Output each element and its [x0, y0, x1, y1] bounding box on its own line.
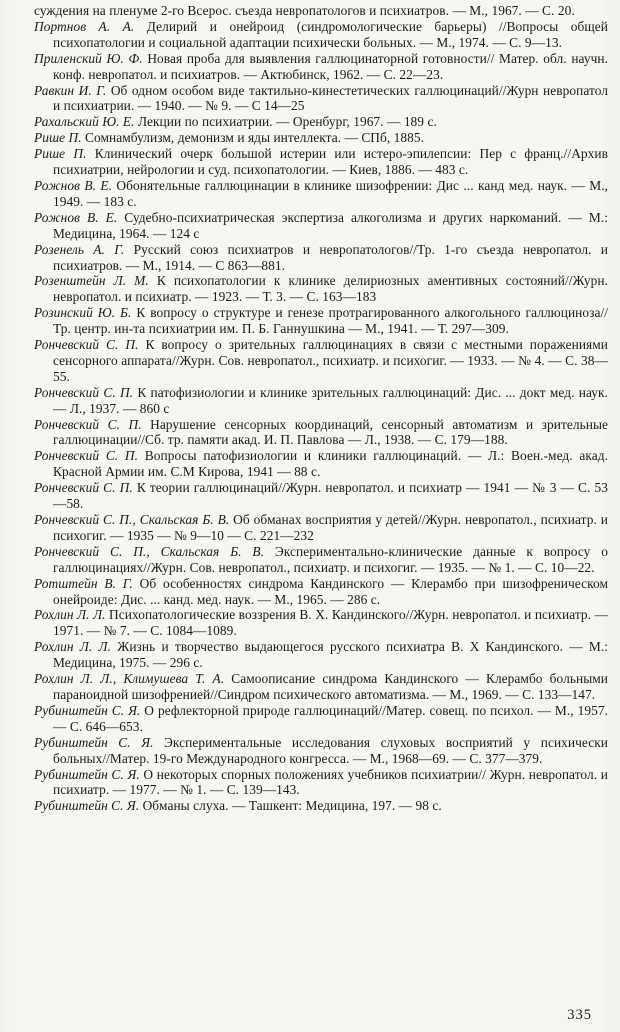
- bibliography-entry: [34, 735, 608, 767]
- bibliography-entry: [34, 242, 608, 274]
- bibliography-entry: [34, 417, 608, 449]
- entry-author: Рубинштейн С. Я.: [34, 798, 143, 814]
- bibliography-list: [34, 3, 608, 814]
- bibliography-entry: [34, 639, 608, 671]
- entry-text: Клинический очерк большой истерии или истеро-эпилепсии: Пер с франц.//Архив психиатрии, нейрологии и суд. психопатологии. — Киев, 1886. — 483 с.: [53, 146, 608, 178]
- entry-text: Экспериментальные исследования слуховых восприятий у психически больных//Матер. 19-го Международного конгресса. — М., 1968—69. — С. 377—379.: [53, 734, 608, 766]
- bibliography-entry: [34, 337, 608, 385]
- entry-text: Обонятельные галлюцинации в клинике шизофрении: Дис ... канд мед. наук. — М., 1949. — 183 с.: [53, 177, 608, 209]
- page-number: 335: [567, 1007, 592, 1024]
- entry-text: Судебно-психиатрическая экспертиза алкоголизма и других наркоманий. — М.: Медицина, 1964. — 124 с: [53, 209, 608, 241]
- bibliography-entry: [34, 3, 608, 19]
- entry-author: Рише П.: [34, 146, 95, 162]
- entry-text: Об обманах восприятия у детей//Журн. невропатол., психиатр. и психогиг. — 1935 — № 9—10 — С. 221—232: [53, 512, 608, 543]
- bibliography-entry: [34, 607, 608, 639]
- entry-author: Равкин И. Г.: [34, 82, 111, 98]
- entry-text: Об особенностях синдрома Кандинского — Клерамбо при шизофреническом онейроиде: Дис. ... канд. мед. наук. — М., 1965. — 286 с.: [53, 575, 609, 607]
- entry-author: Рохлин Л. Л., Климушева Т. А.: [34, 671, 232, 687]
- bibliography-entry: [34, 83, 608, 115]
- entry-author: Розинский Ю. Б.: [34, 305, 137, 321]
- bibliography-entry: [34, 273, 608, 305]
- entry-text: К патофизиологии и клинике зрительных галлюцинаций: Дис. ... докт мед. наук. — Л., 1937. — 860 с: [53, 384, 608, 416]
- entry-text: Нарушение сенсорных координаций, сенсорный автоматизм и зрительные галлюцинации//Сб. тр. памяти акад. И. П. Павлова — Л., 1938. — С. 179—188.: [53, 416, 609, 448]
- entry-author: Рахальский Ю. Е.: [34, 114, 138, 130]
- entry-text: Самоописание синдрома Кандинского — Клерамбо больными параноидной шизофренией//Синдром психического автоматизма. — М., 1969. — С. 133—147.: [53, 671, 608, 702]
- entry-author: Рончевский С. П.: [34, 480, 137, 496]
- bibliography-entry: [34, 703, 608, 735]
- entry-author: Рубинштейн С. Я.: [34, 766, 144, 782]
- entry-author: Розенштейн Л. М.: [34, 273, 157, 289]
- entry-author: Рончевский С. П.: [34, 384, 138, 400]
- entry-text: О рефлекторной природе галлюцинаций//Матер. совещ. по психол. — М., 1957. — С. 646—653.: [53, 702, 608, 734]
- entry-text: Об одном особом виде тактильно-кинестетических галлюцинаций//Журн невропатол и психиатрии. — 1940. — № 9. — С 14—25: [53, 82, 609, 114]
- bibliography-entry: [34, 210, 608, 242]
- bibliography-entry: [34, 114, 608, 130]
- entry-text: Новая проба для выявления галлюцинаторной готовности// Матер. обл. научн. конф. невропатол. и психиатров. — Актюбинск, 1962. — С. 22—23.: [53, 50, 608, 82]
- bibliography-entry: [34, 480, 608, 512]
- entry-text: К психопатологии к клинике делириозных аментивных состояний//Журн. невропатол. и психиатр. — 1923. — Т. 3. — С. 163—183: [53, 273, 608, 305]
- entry-text: К вопросу о структуре и генезе протрагированного алкогольного галлюциноза//Тр. центр. ин-та психиатрии им. П. Б. Ганнушкина — М., 1941. — Т. 297—309.: [53, 305, 608, 337]
- bibliography-entry: [34, 448, 608, 480]
- bibliography-entry: [34, 544, 608, 576]
- entry-author: Рожнов В. Е.: [34, 177, 117, 193]
- entry-author: Портнов А. А.: [34, 18, 147, 34]
- entry-text: Вопросы патофизиологии и клиники галлюцинаций. — Л.: Воен.-мед. акад. Красной Армии им. С.М Кирова, 1941 — 88 с.: [53, 448, 608, 480]
- entry-author: Рубинштейн С. Я.: [34, 734, 165, 750]
- entry-author: Рише П.: [34, 130, 86, 146]
- entry-author: Рожнов В. Е.: [34, 209, 125, 225]
- entry-text: Сомнамбулизм, демонизм и яды интеллекта. — СПб, 1885.: [85, 130, 425, 146]
- bibliography-entry: [34, 19, 608, 51]
- bibliography-entry: [34, 798, 608, 814]
- entry-text: Лекции по психиатрии. — Оренбург, 1967. — 189 с.: [137, 114, 437, 130]
- entry-author: Рончевский С. П., Скальская Б. В.: [34, 543, 275, 559]
- entry-text: К теории галлюцинаций//Журн. невропатол. и психиатр — 1941 — № 3 — С. 53—58.: [53, 480, 608, 512]
- entry-author: Приленский Ю. Ф.: [34, 50, 148, 66]
- bibliography-entry: [34, 130, 608, 146]
- bibliography-entry: [34, 767, 608, 799]
- entry-text: Делирий и онейроид (синдромологические барьеры) //Вопросы общей психопатологии и социальной адаптации психически больных. — М., 1974. — С. 9—13.: [53, 18, 608, 50]
- entry-author: Рончевский С. П.: [34, 337, 146, 353]
- entry-text: Русский союз психиатров и невропатологов//Тр. 1-го съезда невропатол. и психиатров. — М., 1914. — С 863—881.: [53, 241, 608, 273]
- entry-text: К вопросу о зрительных галлюцинациях в связи с местными поражениями сенсорного аппарата//Журн. Сов. невропатол., психиатр. и психогиг. — 1933. — № 4. — С. 38—55.: [53, 337, 608, 384]
- entry-text: Психопатологические воззрения В. Х. Кандинского//Журн. невропатол. и психиатр. — 1971. — № 7. — С. 1084—1089.: [53, 607, 608, 639]
- bibliography-entry: [34, 146, 608, 178]
- entry-author: Рохлин Л. Л.: [34, 639, 118, 655]
- bibliography-entry: [34, 671, 608, 703]
- entry-author: Рончевский С. П., Скальская Б. В.: [34, 512, 234, 527]
- entry-author: Рончевский С. П.: [34, 448, 145, 464]
- bibliography-entry: [34, 178, 608, 210]
- entry-author: Рубинштейн С. Я.: [34, 702, 145, 718]
- bibliography-entry: [34, 512, 608, 544]
- bibliography-entry: [34, 51, 608, 83]
- entry-author: Ротштейн В. Г.: [34, 575, 140, 591]
- bibliography-entry: [34, 305, 608, 337]
- bibliography-entry: [34, 576, 608, 608]
- entry-author: Розенель А. Г.: [34, 241, 134, 257]
- entry-text: О некоторых спорных положениях учебников психиатрии// Журн. невропатол. и психиатр. — 1977. — № 1. — С. 139—143.: [53, 766, 609, 798]
- entry-text: Жизнь и творчество выдающегося русского психиатра В. Х Кандинского. — М.: Медицина, 1975. — 296 с.: [53, 639, 608, 671]
- entry-text: Экспериментально-клинические данные к вопросу о галлюцинациях//Журн. Сов. невропатол., психиатр. и психогиг. — 1935. — № 1. — С. 10—22.: [53, 543, 609, 575]
- bibliography-entry: [34, 385, 608, 417]
- entry-author: Рохлин Л. Л.: [34, 607, 110, 623]
- entry-text: Обманы слуха. — Ташкент: Медицина, 197. — 98 с.: [142, 798, 442, 814]
- entry-author: Рончевский С. П.: [34, 416, 151, 432]
- entry-text: суждения на пленуме 2-го Всерос. съезда невропатологов и психиатров. — М., 1967. — С. 20.: [34, 3, 575, 18]
